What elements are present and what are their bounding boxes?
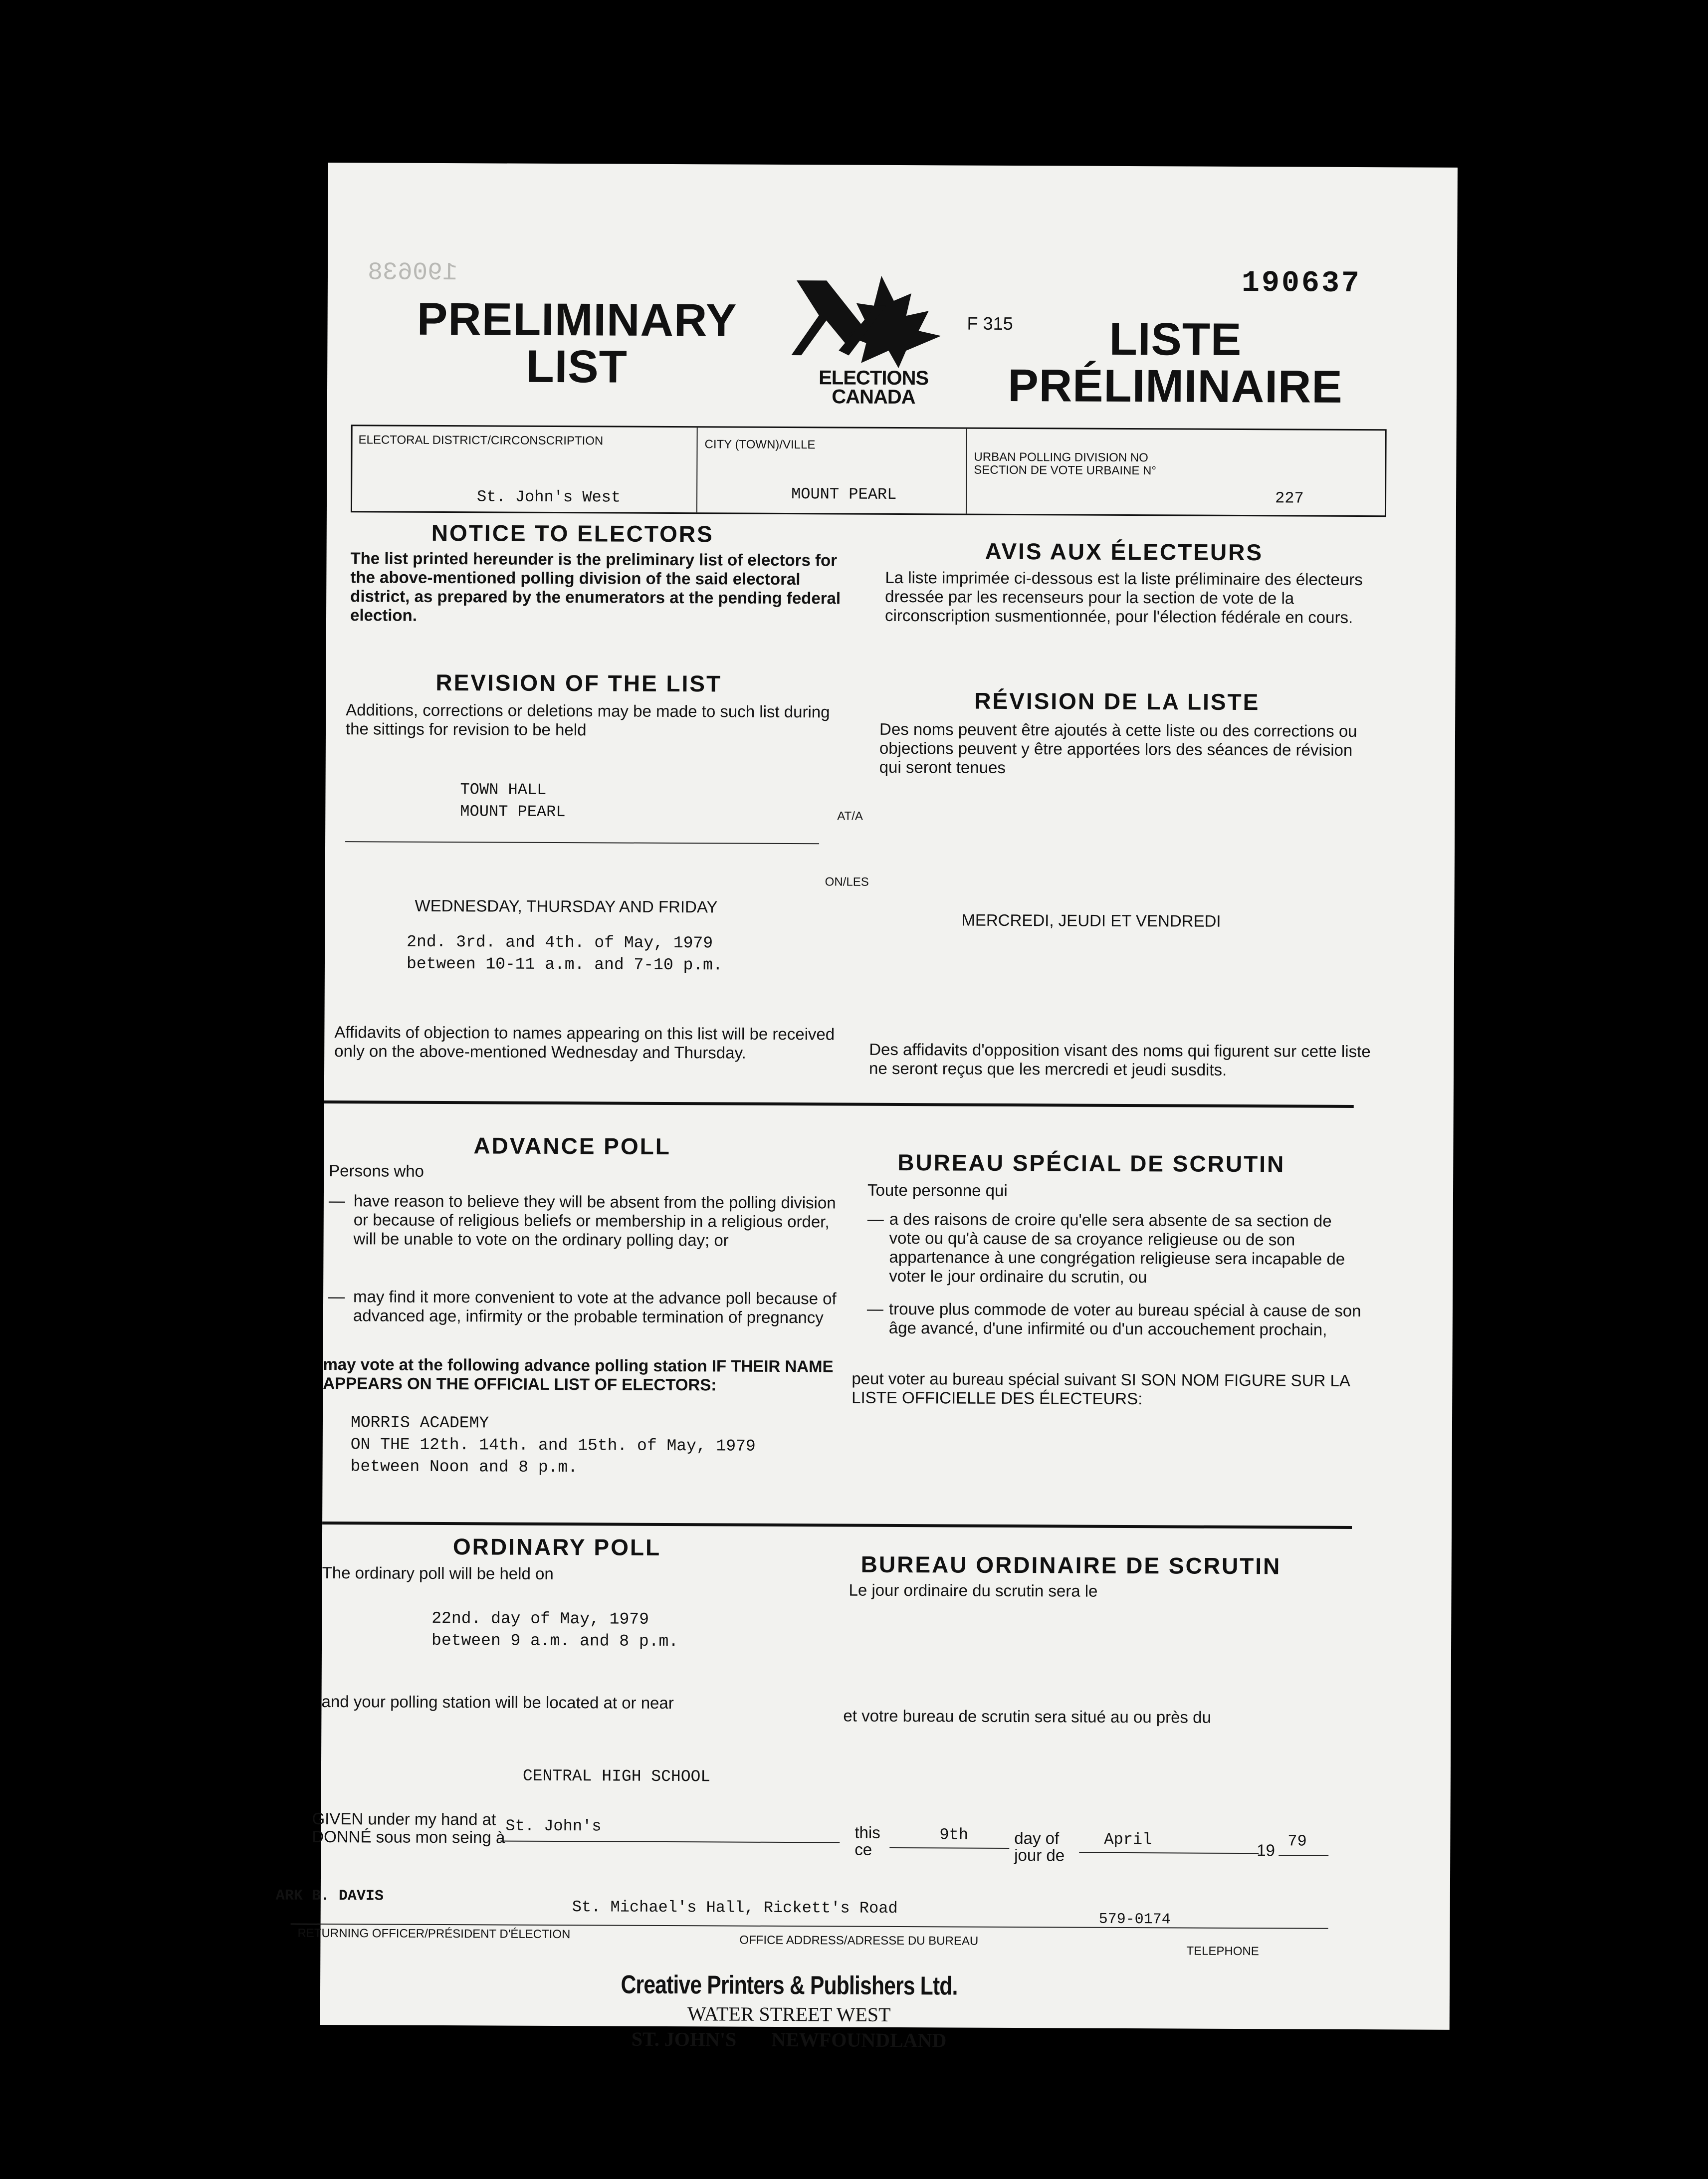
- year-value: 79: [1287, 1832, 1307, 1851]
- advance-closing-fr: peut voter au bureau spécial suivant SI SON NOM FIGURE SUR LA LISTE OFFICIELLE DES ÉLECTEURS:: [852, 1369, 1350, 1408]
- advance-bullet2-fr: — trouve plus commode de voter au bureau spécial à cause de son âge avancé, d'une infirmité ou d'un accouchement prochain,: [867, 1300, 1366, 1339]
- city-value: MOUNT PEARL: [791, 485, 897, 504]
- month-value: April: [1104, 1830, 1152, 1849]
- officer-label: RETURNING OFFICER/PRÉSIDENT D'ÉLECTION: [297, 1926, 571, 1942]
- officer-name: ARK B. DAVIS: [275, 1887, 384, 1905]
- title-french-line2: PRÉLIMINAIRE: [1008, 360, 1343, 413]
- ordinary-held-on-fr: Le jour ordinaire du scrutin sera le: [849, 1580, 1098, 1600]
- title-french: [986, 315, 1365, 411]
- telephone-label: TELEPHONE: [1186, 1944, 1259, 1959]
- section-divider-2: [322, 1522, 1352, 1529]
- maple-leaf-x-icon: [791, 275, 956, 371]
- revision-text-en: Additions, corrections or deletions may be made to such list during the sittings for revision to be held: [345, 700, 830, 739]
- division-label: [974, 451, 1156, 478]
- at-label: AT/A: [837, 809, 863, 823]
- advance-station-line2: ON THE 12th. 14th. and 15th. of May, 1979: [350, 1435, 756, 1456]
- printer-city: ST. JOHN'S: [631, 2027, 737, 2051]
- given-place: St. John's: [505, 1816, 602, 1836]
- revision-text-fr: Des noms peuvent être ajoutés à cette liste ou des corrections ou objections peuvent y être apportées lors des séances de révision qui seront tenues: [879, 719, 1357, 777]
- ordinary-held-on-en: The ordinary poll will be held on: [322, 1563, 554, 1583]
- ce-label: ce: [854, 1840, 872, 1859]
- printer-street: WATER STREET WEST: [687, 2002, 891, 2026]
- advance-bullet2-fr-text: trouve plus commode de voter au bureau spécial à cause de son âge avancé, d'une infirmité ou d'un accouchement prochain,: [888, 1299, 1361, 1339]
- advance-bullet1-fr-text: a des raisons de croire qu'elle sera absente de sa section de vote ou qu'à cause de sa croyance religieuse ou de son appartenance à une congrégation religieuse sera incapable de voter le jour ordinaire du scrutin, ou: [889, 1209, 1345, 1287]
- revision-dates-line1: 2nd. 3rd. and 4th. of May, 1979: [407, 932, 713, 953]
- division-value: 227: [1275, 489, 1304, 508]
- ordinary-located-fr: et votre bureau de scrutin sera situé au ou près du: [843, 1706, 1211, 1727]
- logo-text-elections: ELECTIONS: [819, 367, 929, 390]
- elections-canada-logo: [791, 275, 956, 411]
- on-label: ON/LES: [825, 875, 869, 889]
- ordinary-date-line1: 22nd. day of May, 1979: [431, 1609, 649, 1629]
- days-en: WEDNESDAY, THURSDAY AND FRIDAY: [415, 896, 718, 916]
- district-value: St. John's West: [476, 487, 621, 507]
- jour-de-label: jour de: [1014, 1846, 1065, 1865]
- printer-name: Creative Printers & Publishers Ltd.: [621, 1970, 958, 2001]
- advance-station: [350, 1412, 756, 1480]
- ordinary-heading-en: ORDINARY POLL: [452, 1533, 661, 1560]
- division-label-line1: URBAN POLLING DIVISION NO: [974, 450, 1148, 465]
- advance-bullet1-fr: — a des raisons de croire qu'elle sera absente de sa section de vote ou qu'à cause de sa croyance religieuse ou de son appartenance à une congrégation religieuse sera incapable de voter le jour ordinaire du scrutin, ou: [867, 1210, 1366, 1288]
- advance-heading-fr: BUREAU SPÉCIAL DE SCRUTIN: [897, 1149, 1285, 1177]
- day-of-label-en: day of: [1014, 1829, 1060, 1848]
- office-address: St. Michael's Hall, Rickett's Road: [572, 1898, 898, 1918]
- given-fr: DONNÉ sous mon seing à: [312, 1827, 505, 1847]
- affidavit-fr: Des affidavits d'opposition visant des noms qui figurent sur cette liste ne seront reçus que les mercredi et jeudi susdits.: [869, 1040, 1371, 1079]
- ghost-serial-number: 190638: [367, 258, 458, 288]
- advance-bullet1-en: — have reason to believe they will be absent from the polling division or because of religious beliefs or membership in a religious order, will be unable to vote on the ordinary polling day; or: [329, 1191, 838, 1250]
- office-label: OFFICE ADDRESS/ADRESSE DU BUREAU: [739, 1933, 979, 1948]
- notice-heading-fr: AVIS AUX ÉLECTEURS: [985, 538, 1264, 566]
- form-code: F 315: [967, 313, 1013, 334]
- title-french-line1: LISTE: [1109, 313, 1242, 365]
- section-divider-1: [324, 1100, 1354, 1108]
- day-of-label: [1014, 1830, 1065, 1864]
- advance-closing-en: may vote at the following advance polling station IF THEIR NAME APPEARS ON THE OFFICIAL LIST OF ELECTORS:: [323, 1354, 834, 1394]
- ordinary-station: CENTRAL HIGH SCHOOL: [522, 1766, 711, 1786]
- revision-dates: [407, 931, 723, 977]
- revision-location: [460, 779, 566, 823]
- notice-heading-en: NOTICE TO ELECTORS: [431, 519, 714, 547]
- affidavit-en: Affidavits of objection to names appearing on this list will be received only on the above-mentioned Wednesday and Thursday.: [334, 1023, 835, 1062]
- given-under-hand: [312, 1810, 505, 1847]
- ordinary-date-line2: between 9 a.m. and 8 p.m.: [431, 1631, 679, 1651]
- election-notice-sheet: [275, 163, 1458, 2052]
- title-english-line1: PRELIMINARY: [417, 293, 737, 346]
- division-label-line2: SECTION DE VOTE URBAINE N°: [974, 463, 1157, 478]
- advance-bullet2-en: — may find it more convenient to vote at the advance poll because of advanced age, infirmity or the probable termination of pregnancy: [328, 1287, 837, 1327]
- revision-dates-line2: between 10-11 a.m. and 7-10 p.m.: [406, 954, 723, 975]
- revision-location-line1: TOWN HALL: [460, 780, 547, 799]
- title-english: [407, 293, 747, 393]
- this-ce-label: [854, 1824, 880, 1858]
- district-box: [351, 425, 1387, 517]
- revision-location-line2: MOUNT PEARL: [460, 802, 566, 822]
- days-fr: MERCREDI, JEUDI ET VENDREDI: [961, 910, 1221, 930]
- city-label: CITY (TOWN)/VILLE: [704, 437, 816, 452]
- ordinary-located-en: and your polling station will be located at or near: [321, 1692, 674, 1713]
- logo-text-canada: CANADA: [832, 386, 915, 409]
- day-value: 9th: [939, 1825, 969, 1844]
- year-prefix: 19: [1257, 1841, 1276, 1860]
- form-serial-number: 190637: [1241, 266, 1362, 301]
- advance-station-line1: MORRIS ACADEMY: [350, 1413, 489, 1433]
- revision-heading-fr: RÉVISION DE LA LISTE: [974, 687, 1260, 715]
- this-label: this: [854, 1823, 880, 1842]
- notice-text-fr: La liste imprimée ci-dessous est la liste préliminaire des électeurs dressée par les recenseurs pour la section de vote de la circonscription susmentionnée, pour l'élection fédérale en cours.: [884, 568, 1363, 627]
- advance-intro-fr: Toute personne qui: [867, 1180, 1008, 1200]
- telephone-value: 579-0174: [1098, 1911, 1171, 1929]
- ordinary-date: [431, 1608, 678, 1653]
- ordinary-heading-fr: BUREAU ORDINAIRE DE SCRUTIN: [860, 1551, 1281, 1579]
- advance-heading-en: ADVANCE POLL: [473, 1132, 671, 1160]
- advance-intro-en: Persons who: [329, 1161, 425, 1180]
- printer-stamp: [564, 1969, 1014, 2052]
- notice-text-en: The list printed hereunder is the preliminary list of electors for the above-mentioned polling division of the said electoral district, as prepared by the enumerators at the pending federal election.: [350, 549, 841, 625]
- district-label: ELECTORAL DISTRICT/CIRCONSCRIPTION: [358, 433, 604, 448]
- printer-province: NEWFOUNDLAND: [771, 2028, 947, 2052]
- advance-bullet1-en-text: have reason to believe they will be absent from the polling division or because of religious beliefs or membership in a religious order, will be unable to vote on the ordinary polling day; or: [353, 1191, 836, 1250]
- given-en: GIVEN under my hand at: [312, 1809, 496, 1829]
- title-english-line2: LIST: [526, 341, 628, 393]
- revision-heading-en: REVISION OF THE LIST: [435, 669, 722, 697]
- advance-bullet2-en-text: may find it more convenient to vote at the advance poll because of advanced age, infirmity or the probable termination of pregnancy: [353, 1287, 837, 1327]
- advance-station-line3: between Noon and 8 p.m.: [350, 1457, 578, 1477]
